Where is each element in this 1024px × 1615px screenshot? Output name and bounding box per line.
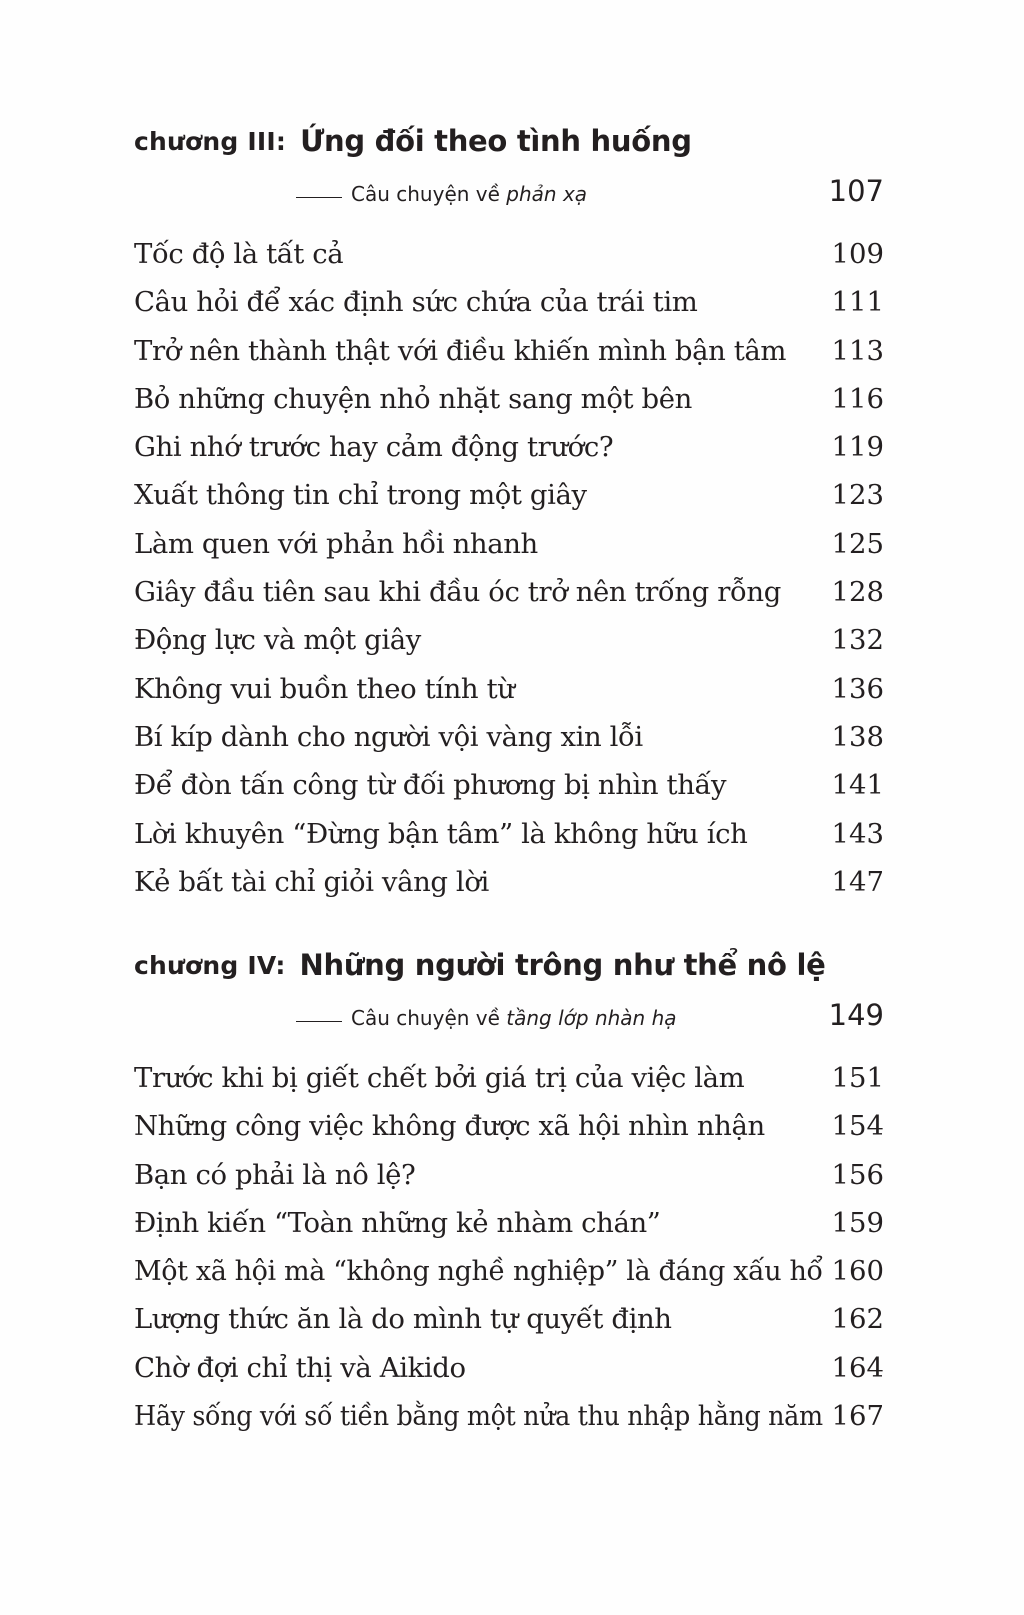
toc-entry-title: Trước khi bị giết chết bởi giá trị của việc làm [134, 1062, 745, 1094]
subtitle-page-number: 149 [828, 998, 884, 1032]
toc-entry-title: Ghi nhớ trước hay cảm động trước? [134, 431, 614, 464]
toc-entry-title: Chờ đợi chỉ thị và Aikido [134, 1351, 466, 1384]
chapter-label: chương IV: [134, 951, 286, 980]
chapter-label: chương III: [134, 127, 287, 156]
chapter-title: Những người trông như thể nô lệ [299, 948, 826, 982]
toc-entry-title: Tốc độ là tất cả [134, 238, 344, 270]
toc-entry-page: 143 [831, 817, 884, 850]
toc-entry[interactable] [134, 1054, 884, 1102]
toc-entry[interactable] [134, 520, 884, 568]
toc-entry-title: Làm quen với phản hồi nhanh [134, 527, 538, 560]
toc-entry-page: 151 [831, 1062, 884, 1094]
subtitle-emphasis: tầng lớp nhàn hạ [506, 1006, 677, 1030]
chapter-4 [134, 948, 884, 1440]
toc-list [134, 230, 884, 906]
toc-entry[interactable] [134, 327, 884, 375]
toc-entry-title: Động lực và một giây [134, 624, 421, 657]
toc-entry-page: 162 [831, 1303, 884, 1336]
toc-entry[interactable] [134, 1247, 884, 1295]
toc-entry-page: 109 [831, 238, 884, 270]
toc-entry[interactable] [134, 665, 884, 713]
toc-entry[interactable] [134, 375, 884, 423]
toc-entry-page: 125 [831, 527, 884, 560]
toc-entry-page: 136 [831, 672, 884, 705]
em-dash-rule [296, 197, 342, 198]
toc-entry[interactable] [134, 278, 884, 326]
toc-entry-title: Giây đầu tiên sau khi đầu óc trở nên trống rỗng [134, 576, 781, 609]
toc-entry-page: 156 [831, 1158, 884, 1191]
toc-entry[interactable] [134, 471, 884, 519]
subtitle-prefix: Câu chuyện về [351, 182, 507, 206]
toc-entry-title: Bí kíp dành cho người vội vàng xin lỗi [134, 720, 643, 753]
toc-entry[interactable] [134, 1295, 884, 1343]
toc-entry[interactable] [134, 1392, 884, 1440]
toc-entry-title: Để đòn tấn công từ đối phương bị nhìn thấy [134, 769, 727, 802]
toc-entry-page: 116 [831, 382, 884, 415]
em-dash-rule [296, 1021, 342, 1022]
toc-entry-title: Kẻ bất tài chỉ giỏi vâng lời [134, 865, 489, 898]
toc-entry[interactable] [134, 1102, 884, 1150]
toc-entry-page: 119 [831, 431, 884, 464]
toc-entry[interactable] [134, 1199, 884, 1247]
subtitle-prefix: Câu chuyện về [351, 1006, 507, 1030]
toc-entry-page: 138 [831, 720, 884, 753]
toc-entry-page: 128 [831, 576, 884, 609]
toc-entry[interactable] [134, 568, 884, 616]
toc-entry-title: Định kiến “Toàn những kẻ nhàm chán” [134, 1206, 661, 1239]
toc-entry-title: Câu hỏi để xác định sức chứa của trái tim [134, 286, 698, 319]
toc-entry-title: Bạn có phải là nô lệ? [134, 1158, 416, 1191]
toc-entry-page: 147 [831, 865, 884, 898]
toc-entry-title: Xuất thông tin chỉ trong một giây [134, 479, 587, 512]
toc-entry-page: 123 [831, 479, 884, 512]
toc-entry-page: 113 [831, 334, 884, 367]
toc-entry-page: 160 [831, 1255, 884, 1288]
subtitle-text [351, 182, 587, 206]
subtitle-page-number: 107 [828, 174, 884, 208]
subtitle-text [351, 1006, 677, 1030]
toc-entry-page: 154 [831, 1110, 884, 1143]
toc-list [134, 1054, 884, 1440]
toc-entry[interactable] [134, 1151, 884, 1199]
toc-entry-title: Một xã hội mà “không nghề nghiệp” là đáng xấu hổ [134, 1255, 823, 1288]
chapter-heading [134, 948, 884, 996]
toc-entry[interactable] [134, 230, 884, 278]
toc-entry-page: 111 [831, 286, 884, 319]
chapter-subtitle [134, 172, 884, 220]
toc-entry[interactable] [134, 761, 884, 809]
toc-entry-page: 164 [831, 1351, 884, 1384]
toc-entry-page: 132 [831, 624, 884, 657]
chapter-3 [134, 124, 884, 906]
toc-entry-title: Lời khuyên “Đừng bận tâm” là không hữu ích [134, 817, 748, 850]
toc-entry[interactable] [134, 616, 884, 664]
subtitle-emphasis: phản xạ [506, 182, 588, 206]
toc-entry-page: 141 [831, 769, 884, 802]
chapter-title: Ứng đối theo tình huống [300, 124, 692, 158]
chapter-subtitle [134, 996, 884, 1044]
toc-entry[interactable] [134, 858, 884, 906]
toc-entry-page: 167 [831, 1400, 884, 1433]
chapter-heading [134, 124, 884, 172]
toc-entry-title: Hãy sống với số tiền bằng một nửa thu nhập hằng năm [134, 1400, 823, 1433]
toc-entry-title: Những công việc không được xã hội nhìn nhận [134, 1110, 765, 1143]
toc-entry-page: 159 [831, 1206, 884, 1239]
toc-entry-title: Bỏ những chuyện nhỏ nhặt sang một bên [134, 382, 692, 415]
toc-entry[interactable] [134, 810, 884, 858]
toc-entry[interactable] [134, 1344, 884, 1392]
toc-entry[interactable] [134, 423, 884, 471]
toc-entry-title: Trở nên thành thật với điều khiến mình bận tâm [134, 334, 787, 367]
toc-entry[interactable] [134, 713, 884, 761]
toc-entry-title: Lượng thức ăn là do mình tự quyết định [134, 1303, 672, 1336]
toc-entry-title: Không vui buồn theo tính từ [134, 672, 515, 705]
